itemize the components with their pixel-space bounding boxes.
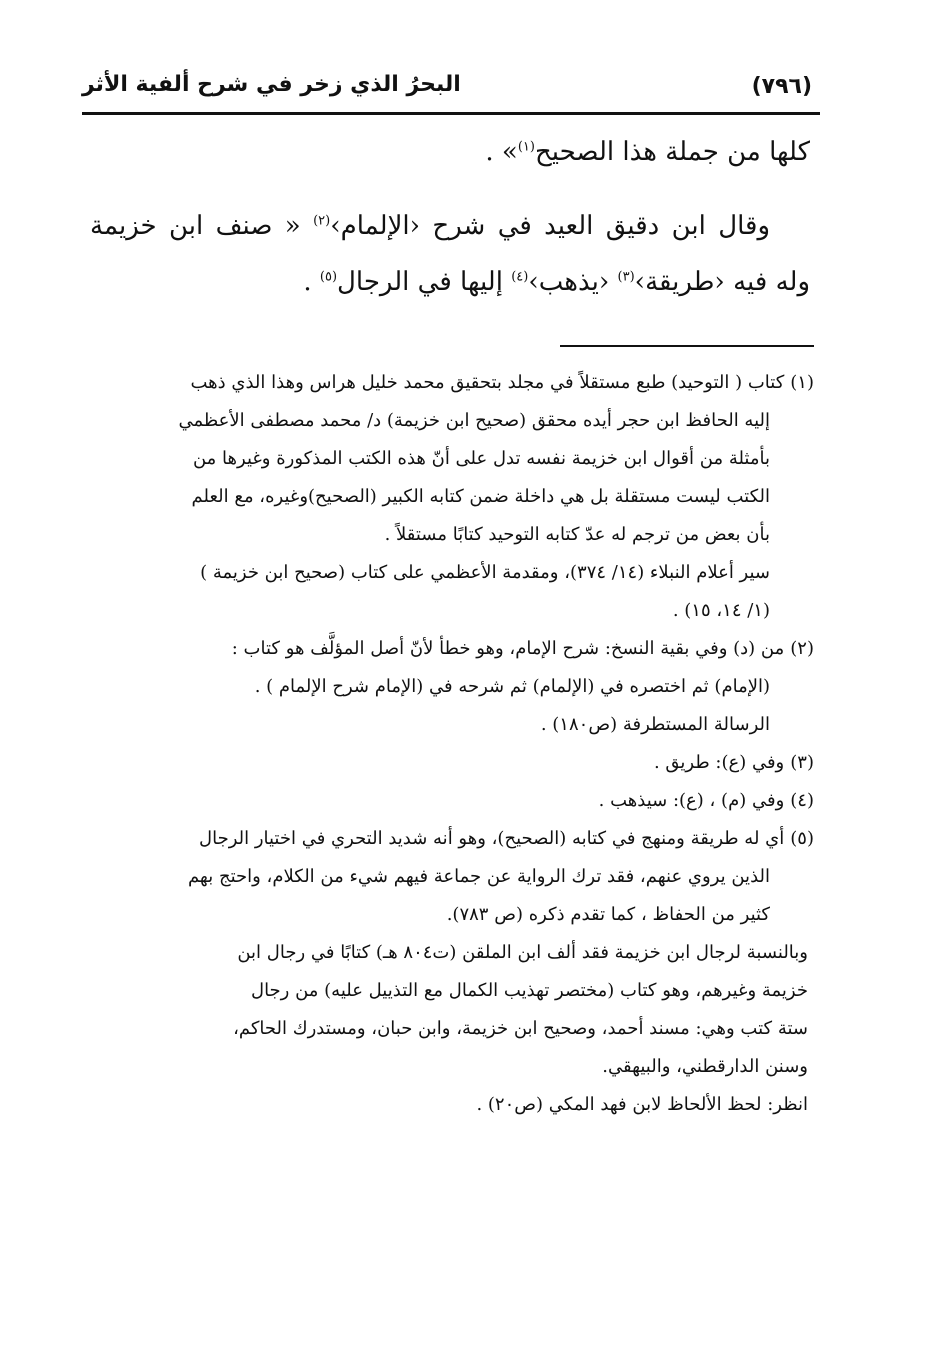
footnote-mark: (٤) <box>790 790 814 811</box>
footnote-4: (٤)وفي (م) ، (ع): سيذهب . <box>598 790 814 811</box>
footnote-divider <box>560 345 814 347</box>
body-line-1: كلها من جملة هذا الصحيح$^{(١)}$» . <box>485 137 810 167</box>
body-paragraph-2: وقال ابن دقيق العيد في شرح ‹الإلمام›$^{(٢)}$ « صنف ابن خزيمة وله فيه ‹طريقة›$^{(٣)}$ ‹يذهب›$^{(٤)}$ إليها في الرجال$^{(٥)}$ . <box>90 211 810 297</box>
footnote-3: (٣)وفي (ع): طريق . <box>653 752 814 773</box>
footnotes <box>90 364 814 1124</box>
footnote-5: (٥)أي له طريقة ومنهج في كتابه (الصحيح)، وهو أنه شديد التحري في اختيار الرجال الذين يروي عنهم، فقد ترك الرواية عن جماعة فيهم شيء من الكلام، واحتج بهم كثير من الحفاظ ، كما تقدم ذكره (ص ٧٨٣). وبالنسبة لرجال ابن خزيمة فقد ألف ابن الملقن (ت٨٠٤ هـ) كتابًا في رجال ابن خزيمة وغيرهم، وهو كتاب (مختصر تهذيب الكمال مع التذييل عليه) من رجال ستة كتب وهي: مسند أحمد، وصحيح ابن خزيمة، وابن حبان، ومستدرك الحاكم، وسنن الدارقطني، والبيهقي. انظر: لحظ الألحاظ لابن فهد المكي (ص٢٠) . <box>187 828 814 1115</box>
footnote-ref-4: (٤) <box>511 269 529 285</box>
footnote-mark: (٥) <box>790 828 814 849</box>
footnote-mark: (٢) <box>790 638 814 659</box>
footnote-ref-5: (٥) <box>319 269 338 285</box>
running-title: البحرُ الذي زخر في شرح ألفية الأثر <box>82 72 461 97</box>
footnote-1: (١)كتاب ( التوحيد) طبع مستقلاً في مجلد بتحقيق محمد خليل هراس وهذا الذي ذهب إليه الحافظ ابن حجر أيده محقق (صحيح ابن خزيمة) د/ محمد مصطفى الأعظمي بأمثلة من أقوال ابن خزيمة نفسه تدل على أنّ هذه الكتب المذكورة وغيرها من الكتب ليست مستقلة بل هي داخلة ضمن كتابه الكبير (الصحيح)وغيره، مع العلم بأن بعض من ترجم له عدّ كتابه التوحيد كتابًا مستقلاً . سير أعلام النبلاء (١٤/ ٣٧٤)، ومقدمة الأعظمي على كتاب (صحيح ابن خزيمة ) (١/ ١٤، ١٥) . <box>178 372 814 621</box>
page-header <box>82 68 820 115</box>
footnote-2: (٢)من (د) وفي بقية النسخ: شرح الإمام، وهو خطأ لأنّ أصل المؤلَّف هو كتاب : (الإمام) ثم اختصره في (الإلمام) ثم شرحه في (الإمام شرح الإلمام ) . الرسالة المستطرفة (ص١٨٠) . <box>231 638 814 735</box>
footnote-mark: (١) <box>790 372 814 393</box>
page-number: (٧٩٦) <box>751 74 812 99</box>
main-text <box>90 124 810 310</box>
footnote-mark: (٣) <box>790 752 814 773</box>
footnote-ref-2: (٢) <box>313 213 331 229</box>
footnote-ref-3: (٣) <box>617 269 635 285</box>
footnote-ref-1: (١) <box>517 139 535 155</box>
